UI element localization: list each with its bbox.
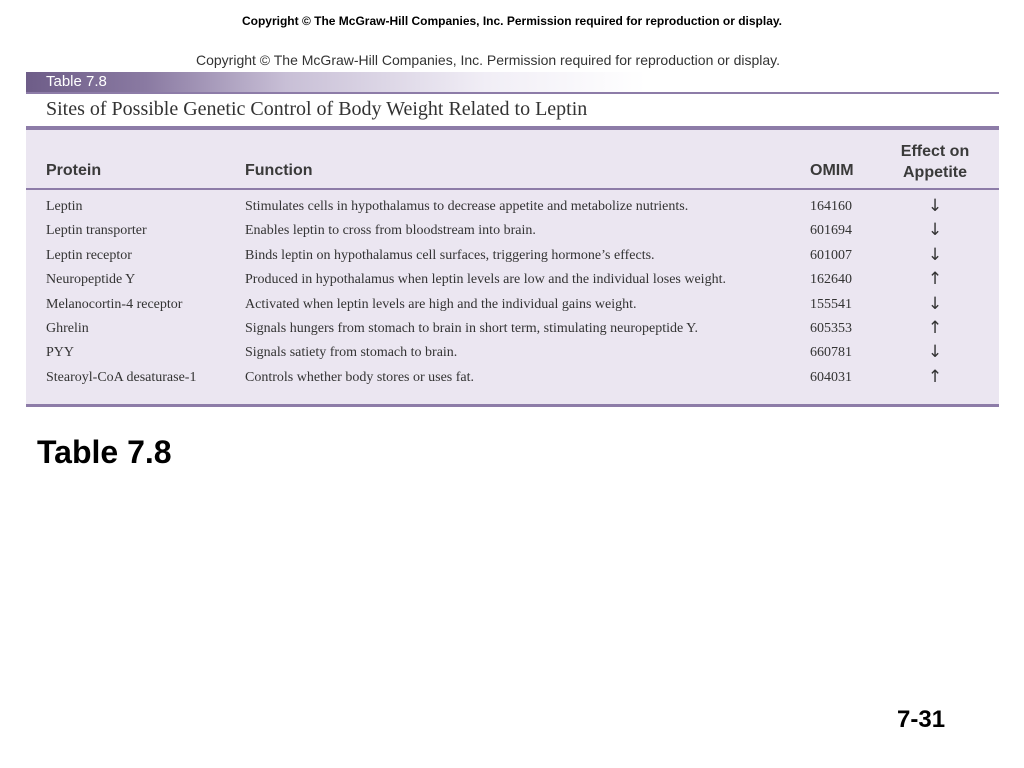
cell-protein: Leptin transporter [46, 223, 147, 239]
column-header-effect-on-appetite: Effect on Appetite [900, 143, 970, 181]
figure-copyright-notice: Copyright © The McGraw-Hill Companies, Inc. Permission required for reproduction or display. [196, 52, 781, 68]
table-figure [26, 48, 999, 410]
cell-protein: Melanocortin-4 receptor [46, 296, 183, 312]
cell-function: Produced in hypothalamus when leptin levels are low and the individual loses weight. [245, 272, 726, 288]
table-label-bar [26, 72, 999, 92]
cell-omim: 162640 [810, 272, 852, 288]
column-header-omim: OMIM [810, 162, 854, 179]
cell-function: Enables leptin to cross from bloodstream into brain. [245, 223, 536, 239]
cell-effect-arrow-icon: ↓ [927, 196, 943, 216]
slide-copyright-notice: Copyright © The McGraw-Hill Companies, Inc. Permission required for reproduction or display. [241, 14, 783, 28]
cell-omim: 660781 [810, 345, 852, 361]
table-header-row [26, 130, 999, 190]
cell-function: Binds leptin on hypothalamus cell surfaces, triggering hormone’s effects. [245, 247, 655, 263]
cell-omim: 155541 [810, 296, 852, 312]
column-header-function: Function [245, 162, 313, 179]
slide-title: Table 7.8 [37, 434, 172, 470]
table-row [26, 196, 999, 220]
table-title: Sites of Possible Genetic Control of Body Weight Related to Leptin [46, 98, 588, 120]
table-row [26, 318, 999, 342]
cell-effect-arrow-icon: ↓ [927, 244, 943, 265]
cell-function: Stimulates cells in hypothalamus to decrease appetite and metabolize nutrients. [245, 199, 689, 214]
table-rows [26, 196, 999, 391]
cell-function: Signals hungers from stomach to brain in short term, stimulating neuropeptide Y. [245, 320, 698, 336]
cell-effect-arrow-icon: ↓ [927, 293, 943, 314]
cell-protein: PYY [46, 345, 75, 361]
cell-protein: Stearoyl-CoA desaturase-1 [46, 369, 197, 385]
cell-function: Controls whether body stores or uses fat. [245, 369, 475, 385]
cell-protein: Leptin receptor [46, 247, 132, 263]
table-row [26, 367, 999, 391]
table-row [26, 220, 999, 244]
table-row [26, 294, 999, 318]
cell-effect-arrow-icon: ↑ [927, 366, 943, 387]
cell-effect-arrow-icon: ↓ [927, 220, 943, 241]
table-label: Table 7.8 [46, 73, 107, 90]
table-title-band [26, 92, 999, 128]
data-table [26, 128, 999, 406]
cell-function: Signals satiety from stomach to brain. [245, 345, 458, 361]
table-bottom-rule [26, 404, 999, 407]
column-header-protein: Protein [46, 162, 102, 179]
cell-effect-arrow-icon: ↑ [927, 317, 943, 338]
cell-function: Activated when leptin levels are high and the individual gains weight. [245, 296, 637, 312]
cell-protein: Neuropeptide Y [46, 272, 136, 288]
cell-protein: Ghrelin [46, 320, 89, 336]
page-number: 7-31 [897, 706, 946, 733]
cell-effect-arrow-icon: ↓ [927, 342, 943, 363]
table-row [26, 269, 999, 293]
cell-omim: 604031 [810, 369, 852, 385]
cell-omim: 164160 [810, 199, 852, 214]
cell-omim: 601007 [810, 247, 852, 263]
table-row [26, 342, 999, 366]
cell-omim: 605353 [810, 320, 852, 336]
cell-protein: Leptin [46, 199, 83, 214]
cell-effect-arrow-icon: ↑ [927, 269, 943, 290]
table-row [26, 245, 999, 269]
cell-omim: 601694 [810, 223, 852, 239]
